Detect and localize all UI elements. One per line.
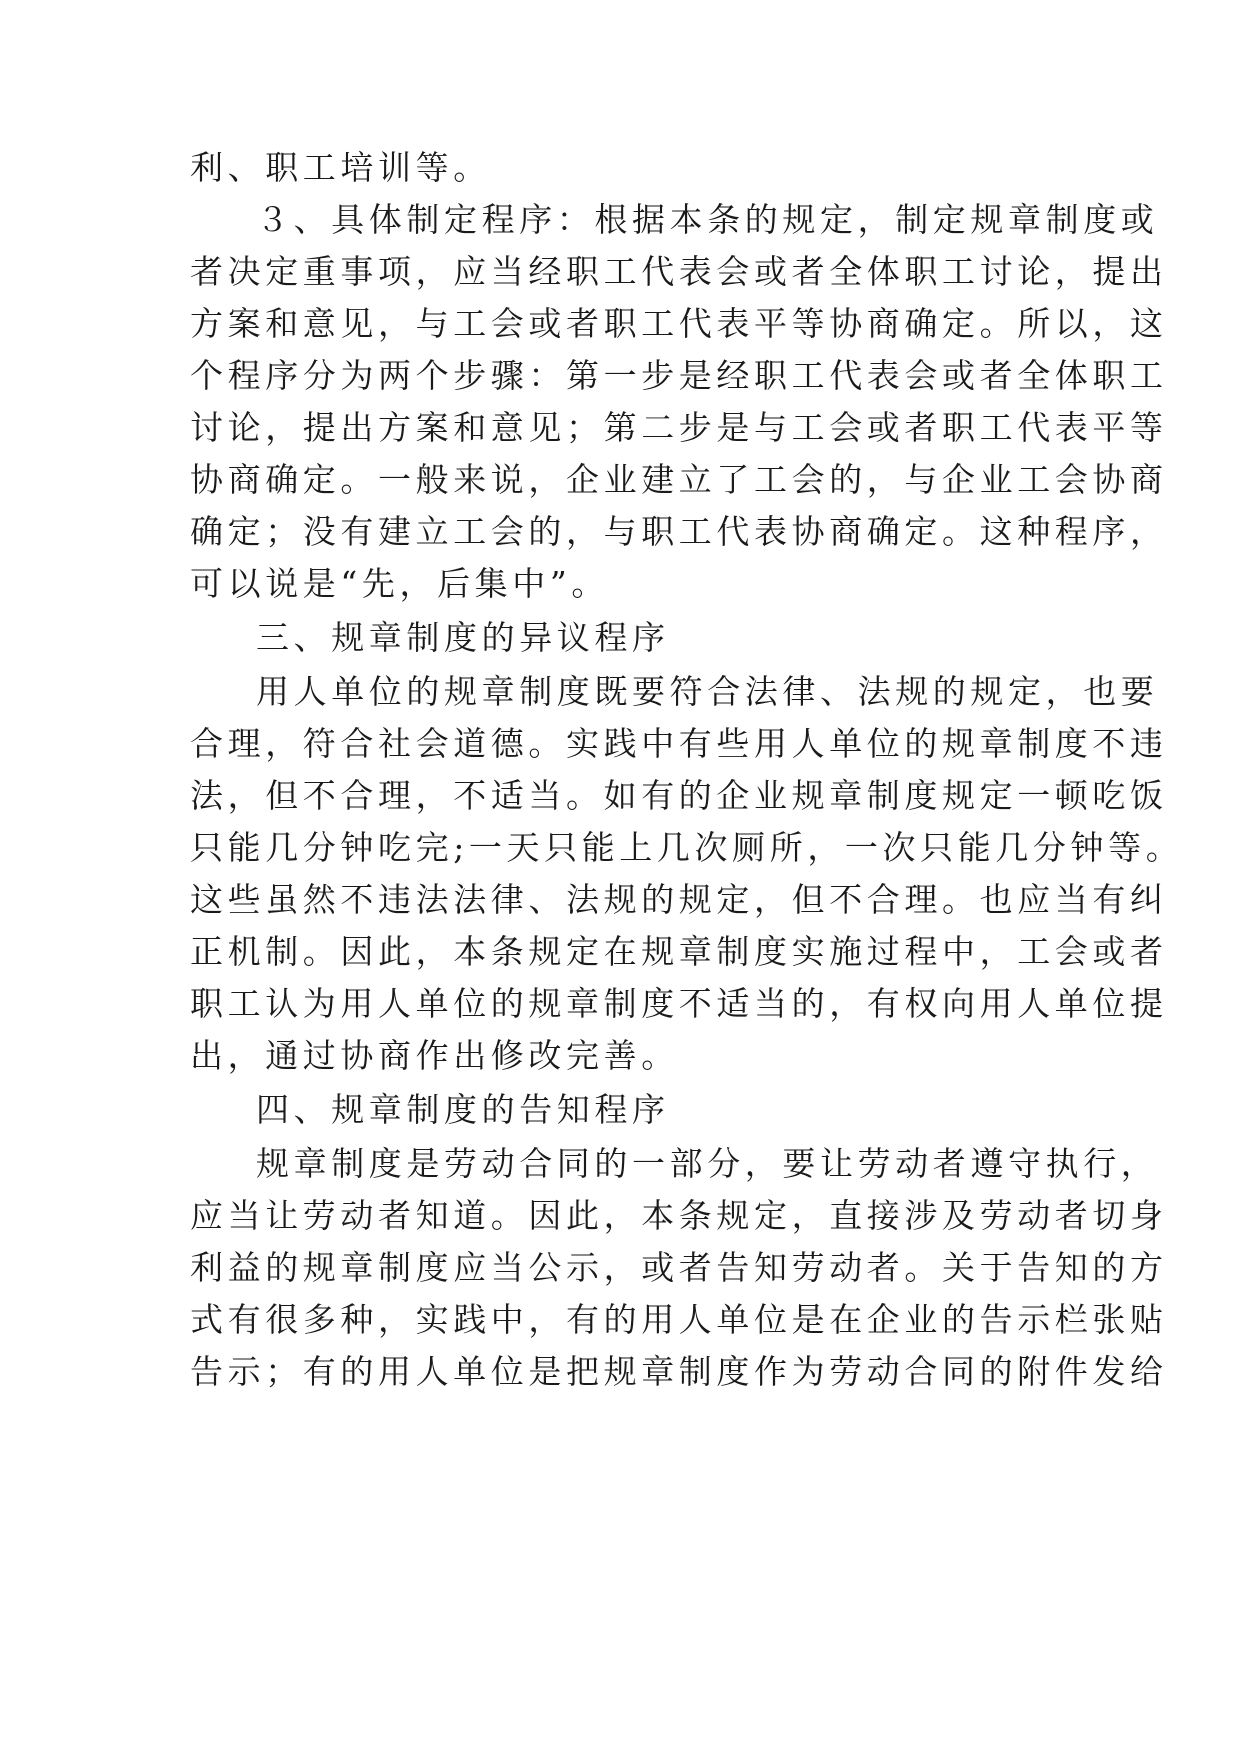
text-line: 规章制度是劳动合同的一部分，要让劳动者遵守执行，: [256, 1144, 1159, 1183]
text-line: 正机制。因此，本条规定在规章制度实施过程中，工会或者: [190, 932, 1168, 971]
text-line: ３、具体制定程序：根据本条的规定，制定规章制度或: [256, 200, 1159, 239]
section-heading: 四、规章制度的告知程序: [256, 1090, 670, 1129]
text-line: 确定；没有建立工会的，与职工代表协商确定。这种程序，: [190, 512, 1168, 551]
text-line: 这些虽然不违法法律、法规的规定，但不合理。也应当有纠: [190, 880, 1168, 919]
text-line: 合理，符合社会道德。实践中有些用人单位的规章制度不违: [190, 724, 1168, 763]
text-line: 用人单位的规章制度既要符合法律、法规的规定，也要: [256, 672, 1159, 711]
text-line: 讨论，提出方案和意见；第二步是与工会或者职工代表平等: [190, 408, 1168, 447]
text-line: 协商确定。一般来说，企业建立了工会的，与企业工会协商: [190, 460, 1168, 499]
text-line: 应当让劳动者知道。因此，本条规定，直接涉及劳动者切身: [190, 1196, 1168, 1235]
text-line: 者决定重事项，应当经职工代表会或者全体职工讨论，提出: [190, 252, 1168, 291]
text-line: 个程序分为两个步骤：第一步是经职工代表会或者全体职工: [190, 356, 1168, 395]
text-line: 方案和意见，与工会或者职工代表平等协商确定。所以，这: [190, 304, 1168, 343]
text-line: 可以说是“先，后集中”。: [190, 564, 609, 603]
text-line: 利、职工培训等。: [190, 148, 491, 187]
text-line: 只能几分钟吃完;一天只能上几次厕所，一次只能几分钟等。: [190, 828, 1184, 867]
section-heading: 三、规章制度的异议程序: [256, 618, 670, 657]
text-line: 职工认为用人单位的规章制度不适当的，有权向用人单位提: [190, 984, 1168, 1023]
text-line: 式有很多种，实践中，有的用人单位是在企业的告示栏张贴: [190, 1300, 1168, 1339]
text-line: 法，但不合理，不适当。如有的企业规章制度规定一顿吃饭: [190, 776, 1168, 815]
text-line: 利益的规章制度应当公示，或者告知劳动者。关于告知的方: [190, 1248, 1168, 1287]
text-line: 出，通过协商作出修改完善。: [190, 1036, 679, 1075]
text-line: 告示；有的用人单位是把规章制度作为劳动合同的附件发给: [190, 1352, 1168, 1391]
